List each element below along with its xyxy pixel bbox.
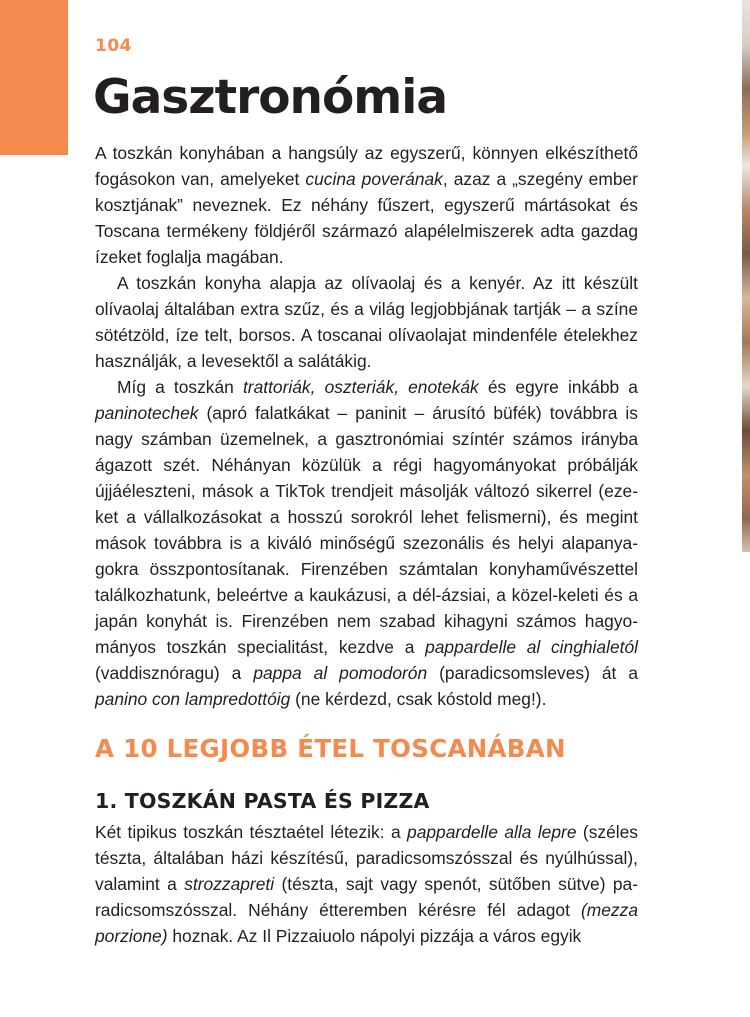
adjacent-photo-strip xyxy=(742,0,750,552)
text-run: A toszkán konyhában a hangsúly az egyszerű, könnyen elkészíthető fogásokon van, amelyeket xyxy=(95,143,638,189)
orange-page-tab xyxy=(0,0,68,155)
italic-term: (mezza porzione) xyxy=(95,900,638,946)
page-title: Gasztronómia xyxy=(93,70,448,125)
intro-text xyxy=(95,140,638,712)
text-run: , azaz a „szegény ember kosztjának” neveznek. Ez néhány fűszert, egyszerű mártásokat és Toscana termékeny földjéről származó alapélelmiszerek adta gazdag ízeket foglalja magában. xyxy=(95,169,638,267)
text-run: (tészta, sajt vagy spenót, sütőben sütve) paradicsomszósszal. Néhány étteremben kérésre fél adagot xyxy=(95,874,639,920)
italic-term: trattoriák, oszteriák, enotekák xyxy=(242,377,479,397)
text-run: (ne kérdezd, csak kóstold meg!). xyxy=(290,689,547,709)
italic-term: pappa al pomodorón xyxy=(253,663,428,683)
subsection-heading: 1. TOSZKÁN PASTA ÉS PIZZA xyxy=(95,789,430,813)
text-run: (széles tészta, általában házi készítésű, paradicsomszósszal és nyúlhússal), valamint a xyxy=(95,822,638,894)
section-1-paragraph xyxy=(95,819,638,949)
italic-term: panino con lampredottóig xyxy=(95,689,291,709)
italic-term: strozzapreti xyxy=(184,874,275,894)
italic-term: pappardelle al cinghialetól xyxy=(425,637,638,657)
italic-term: paninotechek xyxy=(95,403,199,423)
text-run: Két tipikus toszkán tésztaétel létezik: a xyxy=(95,822,408,842)
italic-term: pappardelle alla lepre xyxy=(407,822,577,842)
section-heading: A 10 LEGJOBB ÉTEL TOSCANÁBAN xyxy=(95,734,566,763)
intro-paragraph-3 xyxy=(95,374,638,712)
text-run: Míg a toszkán xyxy=(117,377,243,397)
section-1-text xyxy=(95,819,638,949)
page-number: 104 xyxy=(95,36,132,56)
intro-paragraph-1 xyxy=(95,140,638,270)
italic-term: cucina poverának xyxy=(305,169,443,189)
intro-paragraph-2 xyxy=(95,270,638,374)
text-run: (paradicsomsleves) át a xyxy=(427,663,638,683)
text-run: A toszkán konyha alapja az olívaolaj és a kenyér. Az itt készült olívaolaj általában extra szűz, és a világ legjobbjának tartják – a színe sötétzöld, íze telt, borsos. A toscanai olívaolajat mindenféle ételekhez használják, a levesektől a salátákig. xyxy=(95,273,638,371)
text-run: hoznak. Az Il Pizzaiuolo nápolyi pizzája a város egyik xyxy=(167,926,582,946)
text-run: (vaddisznóragu) a xyxy=(95,663,254,683)
text-run: és egyre inkább a xyxy=(478,377,638,397)
text-run: (apró falatkákat – paninit – árusító büfék) továbbra is nagy számban üzemelnek, a gasztronómiai színtér számos irányba ágazott szét. Néhányan közülük a régi hagyományokat próbálják újjáéleszteni, mások a TikTok trendjeit másolják változó sikerrel (ezeket a vállalkozásokat a hosszú sorokról lehet felismerni), és megint mások továbbra is a kiváló minőségű szezonális és helyi alapanyagokra összpontosítanak. Firenzében számtalan konyhaművészettel találkozhatunk, beleértve a kaukázusi, a dél-ázsiai, a közel-keleti és a japán konyhát is. Firenzében nem szabad kihagyni számos hagyományos toszkán specialitást, kezdve a xyxy=(95,403,638,657)
